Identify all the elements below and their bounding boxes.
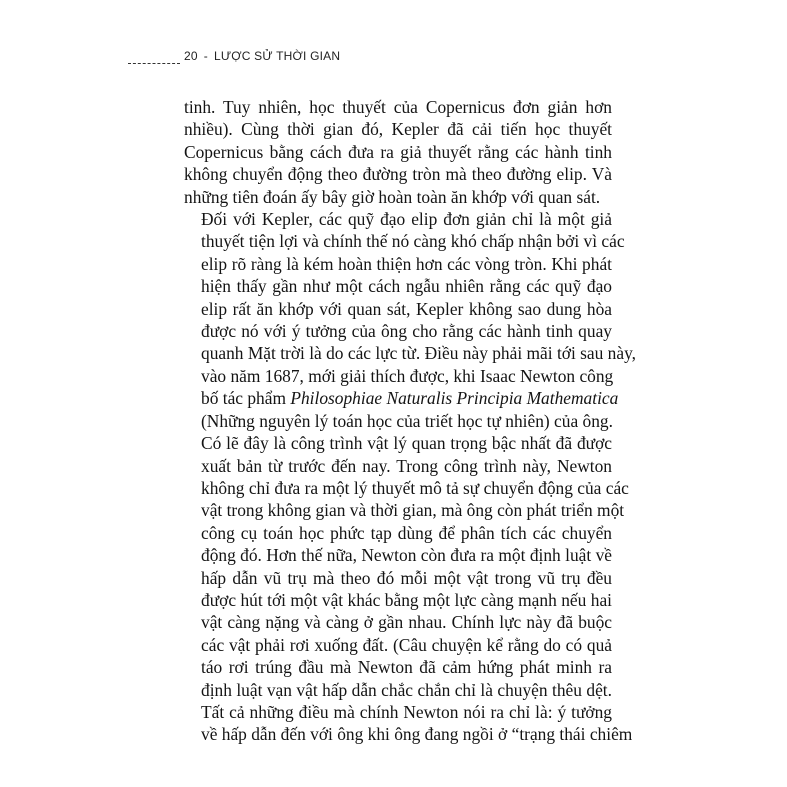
text-line: vật trong không gian và thời gian, mà ông còn phát triển một bbox=[201, 500, 625, 521]
text-line: táo rơi trúng đầu mà Newton đã cảm hứng phát minh ra bbox=[201, 657, 612, 678]
text-line: công cụ toán học phức tạp dùng để phân tích các chuyển bbox=[201, 522, 612, 543]
text-line: không chỉ đưa ra một lý thuyết mô tả sự chuyển động của các bbox=[201, 477, 629, 498]
italic-line-prefix: bố tác phẩm bbox=[201, 388, 291, 409]
text-line: được nó với ý tưởng của ông cho rằng các hành tinh quay bbox=[201, 321, 612, 342]
text-line: không chuyển động theo đường tròn mà theo đường elip. Và bbox=[184, 164, 612, 185]
text-line: Đối với Kepler, các quỹ đạo elip đơn giản chỉ là một giả bbox=[201, 209, 612, 230]
text-line: (Những nguyên lý toán học của triết học tự nhiên) của ông. bbox=[201, 410, 613, 431]
text-line: động đó. Hơn thế nữa, Newton còn đưa ra một định luật về bbox=[201, 545, 612, 566]
paragraph-2 bbox=[184, 208, 637, 746]
text-line: tinh. Tuy nhiên, học thuyết của Copernicus đơn giản hơn bbox=[184, 97, 612, 117]
text-line: elip rõ ràng là kém hoàn thiện hơn các vòng tròn. Khi phát bbox=[201, 253, 612, 274]
body-text bbox=[184, 96, 637, 746]
header-dashed-rule bbox=[128, 63, 180, 64]
text-line: những tiên đoán ấy bây giờ hoàn toàn ăn khớp với quan sát. bbox=[184, 186, 601, 207]
running-header bbox=[128, 47, 608, 69]
text-line-with-italic bbox=[184, 387, 619, 409]
header-separator: - bbox=[203, 49, 208, 63]
italic-book-title: Philosophiae Naturalis Principia Mathematica bbox=[290, 388, 619, 409]
text-line: định luật vạn vật hấp dẫn chắc chắn chỉ là chuyện thêu dệt. bbox=[201, 679, 612, 700]
text-line: vào năm 1687, mới giải thích được, khi Isaac Newton công bbox=[201, 365, 614, 386]
text-line: nhiều). Cùng thời gian đó, Kepler đã cải tiến học thuyết bbox=[184, 119, 612, 140]
book-title: LƯỢC SỬ THỜI GIAN bbox=[213, 49, 341, 63]
header-text bbox=[184, 49, 340, 63]
text-line: được hút tới một vật khác bằng một lực càng mạnh nếu hai bbox=[201, 589, 612, 610]
paragraph-1 bbox=[184, 96, 612, 208]
text-line: vật càng nặng và càng ở gần nhau. Chính lực này đã buộc bbox=[201, 612, 612, 633]
text-line: elip rất ăn khớp với quan sát, Kepler không sao dung hòa bbox=[201, 298, 612, 319]
page-number: 20 bbox=[184, 49, 198, 63]
text-line: hiện thấy gần như một cách ngẫu nhiên rằng các quỹ đạo bbox=[201, 276, 612, 297]
text-line: Có lẽ đây là công trình vật lý quan trọng bậc nhất đã được bbox=[201, 433, 612, 454]
text-line: thuyết tiện lợi và chính thế nó càng khó chấp nhận bởi vì các bbox=[201, 231, 625, 252]
text-line: Tất cả những điều mà chính Newton nói ra chỉ là: ý tưởng bbox=[201, 701, 612, 722]
text-line: Copernicus bằng cách đưa ra giả thuyết rằng các hành tinh bbox=[184, 141, 612, 162]
text-line: xuất bản từ trước đến nay. Trong công trình này, Newton bbox=[201, 455, 612, 476]
text-line: hấp dẫn vũ trụ mà theo đó mỗi một vật trong vũ trụ đều bbox=[201, 567, 612, 588]
text-line: quanh Mặt trời là do các lực từ. Điều này phải mãi tới sau này, bbox=[201, 343, 637, 364]
text-line: các vật phải rơi xuống đất. (Câu chuyện kể rằng do có quả bbox=[201, 634, 612, 655]
text-line: về hấp dẫn đến với ông khi ông đang ngồi ở “trạng thái chiêm bbox=[201, 724, 633, 745]
